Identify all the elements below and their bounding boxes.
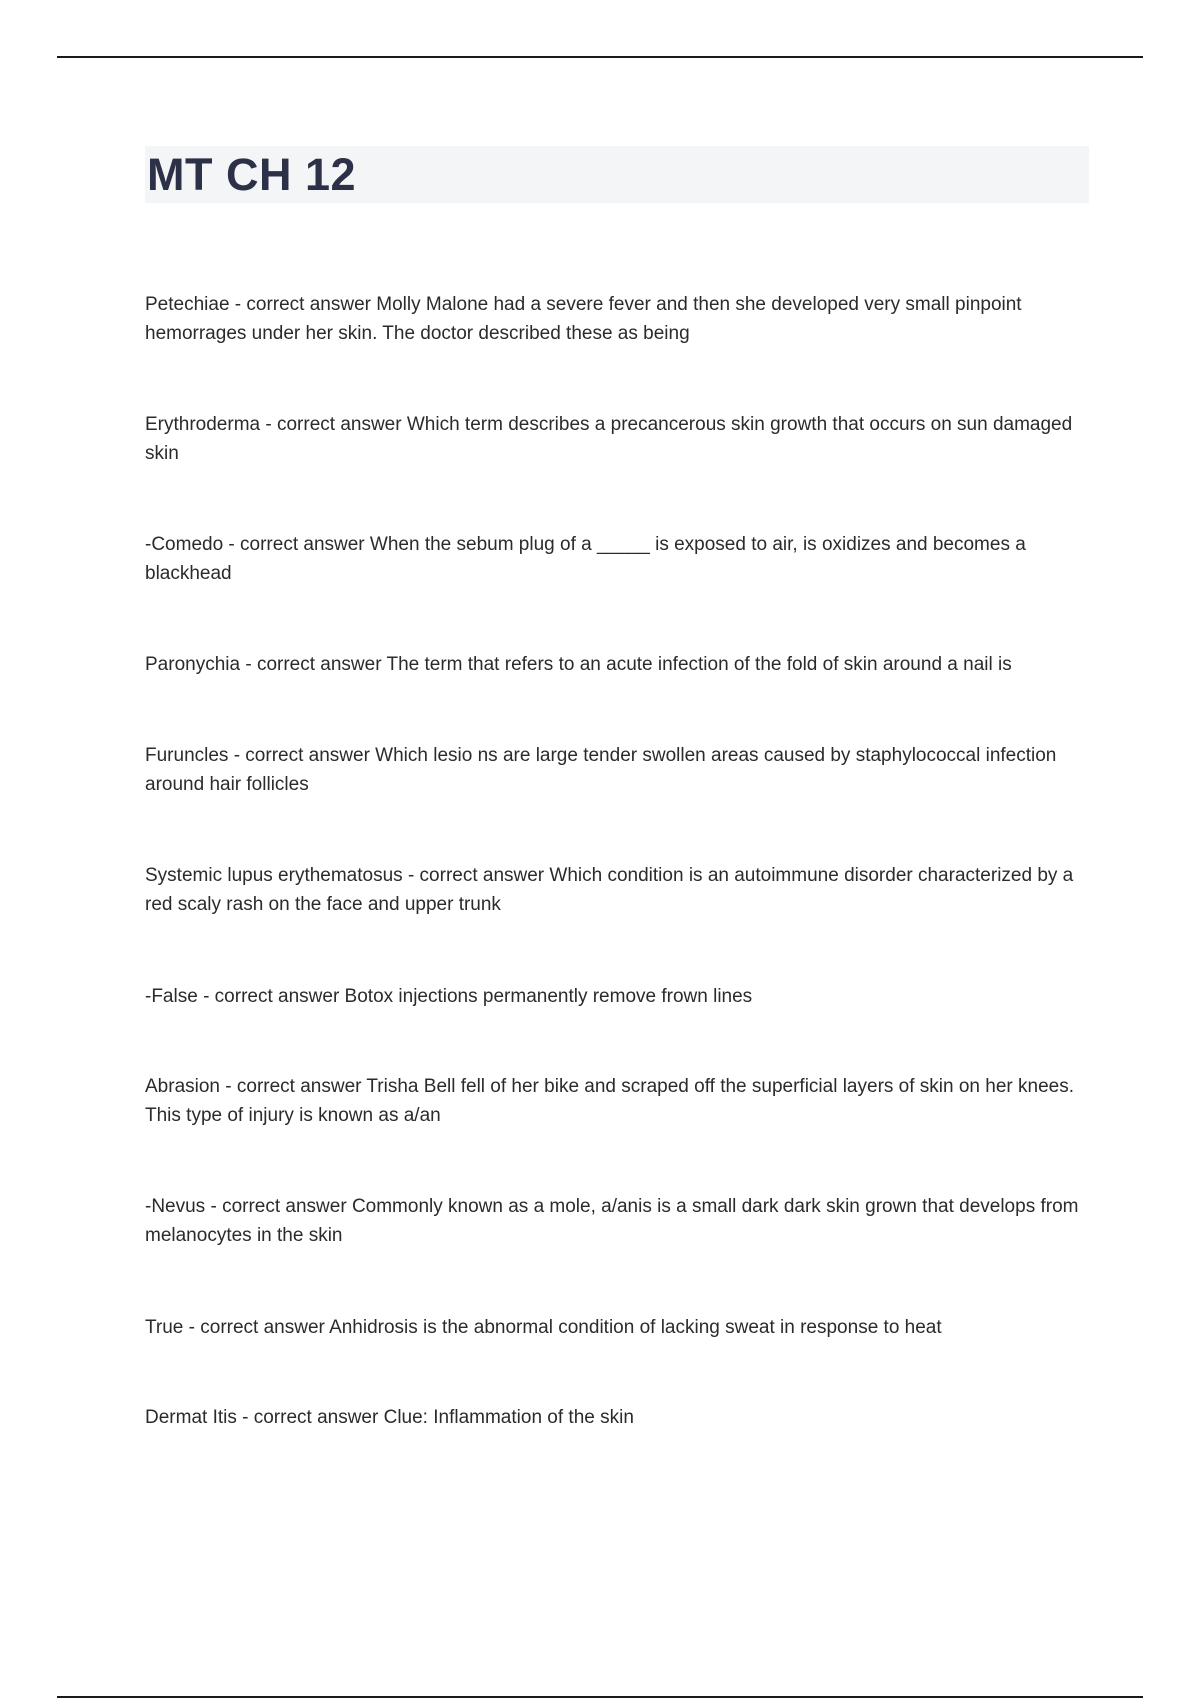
flashcard-11: Dermat Itis - correct answer Clue: Inflammation of the skin — [145, 1407, 634, 1428]
flashcard-9: -Nevus - correct answer Commonly known as a mole, a/anis is a small dark dark skin grown that develops from melanocytes in the skin — [145, 1196, 1079, 1246]
flashcard-list — [145, 0, 1090, 1700]
flashcard-7: -False - correct answer Botox injections permanently remove frown lines — [145, 986, 753, 1007]
document-title: MT CH 12 — [147, 149, 357, 200]
flashcard-6: Systemic lupus erythematosus - correct answer Which condition is an autoimmune disorder characterized by a red scaly rash on the face and upper trunk — [145, 865, 1074, 915]
flashcard-10: True - correct answer Anhidrosis is the abnormal condition of lacking sweat in response to heat — [145, 1317, 942, 1338]
flashcard-8: Abrasion - correct answer Trisha Bell fell of her bike and scraped off the superficial layers of skin on her knees. This type of injury is known as a/an — [145, 1076, 1074, 1126]
bottom-rule — [57, 1696, 1143, 1698]
flashcard-2: Erythroderma - correct answer Which term describes a precancerous skin growth that occurs on sun damaged skin — [145, 414, 1073, 464]
flashcard-3: -Comedo - correct answer When the sebum plug of a _____ is exposed to air, is oxidizes and becomes a blackhead — [145, 534, 1026, 584]
flashcard-4: Paronychia - correct answer The term that refers to an acute infection of the fold of skin around a nail is — [145, 654, 1012, 675]
flashcard-1: Petechiae - correct answer Molly Malone had a severe fever and then she developed very small pinpoint hemorrages under her skin. The doctor described these as being — [145, 294, 1022, 344]
flashcard-5: Furuncles - correct answer Which lesio ns are large tender swollen areas caused by staphylococcal infection around hair follicles — [145, 745, 1057, 795]
